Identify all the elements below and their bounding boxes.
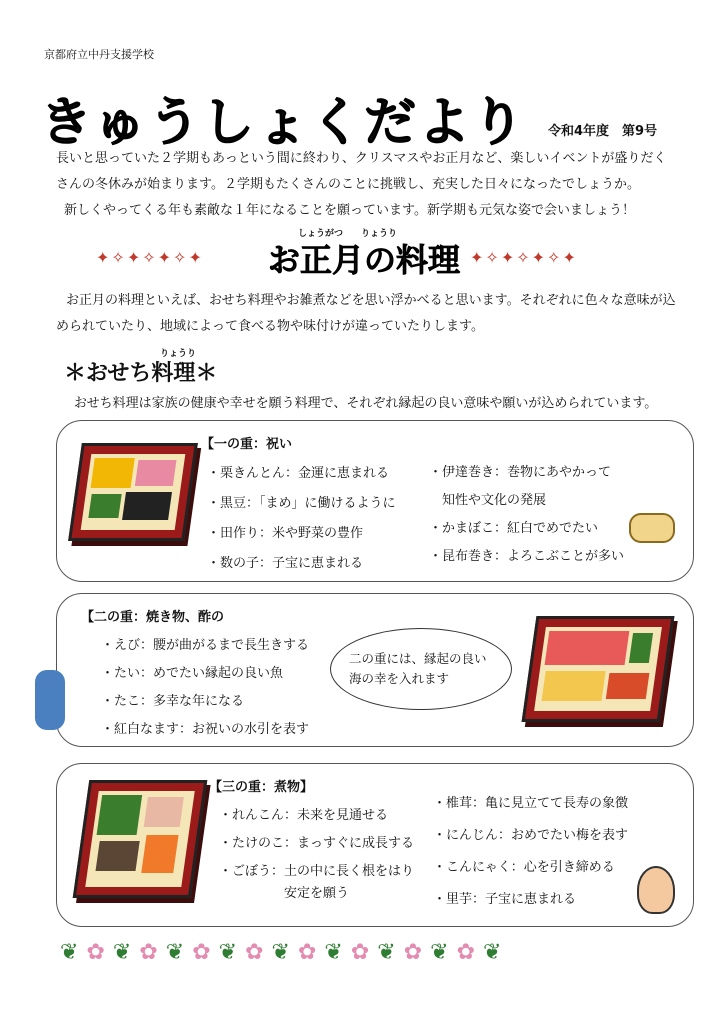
tier-items-left [207, 459, 396, 579]
kamaboko-icon [629, 513, 675, 543]
bubble-line: 二の重には、縁起の良い [349, 651, 487, 666]
list-item: ・黒豆：「まめ」に働けるように [207, 496, 396, 511]
intro-line: 長いと思っていた２学期もあっという間に終わり、クリスマスやお正月など、楽しいイベントが盛りだく [56, 151, 667, 166]
bubble-line: 海の幸を入れます [349, 671, 450, 686]
tier-items [101, 632, 309, 744]
list-item: ・たけのこ：まっすぐに成長する [219, 836, 415, 851]
list-item: ・里芋：子宝に恵まれる [433, 892, 577, 907]
intro-paragraph [56, 146, 686, 224]
list-item: ・紅白なます：お祝いの水引を表す [101, 722, 310, 737]
list-item: ・にんじん：おめでたい梅を表す [433, 828, 629, 843]
school-name: 京都府立中丹支援学校 [44, 48, 154, 61]
first-tier-box [56, 420, 694, 582]
tier-items-right [429, 459, 624, 571]
list-item: ・こんにゃく：心を引き締める [433, 860, 615, 875]
section-paragraph [56, 288, 686, 340]
list-item: ・ごぼう：土の中に長く根をはり [219, 864, 415, 879]
flower-decoration-icon: ❦✿❦✿❦✿❦✿❦✿❦✿❦✿❦✿❦ [60, 940, 510, 965]
section-line: お正月の料理といえば、おせち料理やお雑煮などを思い浮かべると思います。それぞれに色々な意味が込 [66, 293, 676, 308]
tier-heading: 【三の重：煮物】 [209, 780, 314, 795]
section-line: められていたり、地域によって食べる物や味付けが違っていたりします。 [56, 319, 484, 334]
tier-heading: 【一の重：祝い [201, 437, 293, 452]
osechi-heading: ＊おせち料理＊ [64, 361, 218, 386]
list-item: 安定を願う [219, 886, 350, 901]
list-item: ・椎茸：亀に見立てて長寿の象徴 [433, 796, 629, 811]
intro-line: 新しくやってくる年も素敵な１年になることを願っています。新学期も元気な姿で会いましょう！ [64, 203, 635, 218]
list-item: ・昆布巻き：よろこぶことが多い [429, 549, 625, 564]
list-item: 知性や文化の発展 [429, 493, 547, 508]
list-item: ・えび：腰が曲がるまで長生きする [101, 638, 310, 653]
child-character-icon [637, 866, 675, 914]
list-item: ・たこ：多幸な年になる [101, 694, 245, 709]
intro-line: さんの冬休みが始まります。２学期もたくさんのことに挑戦し、充実した日々になったでしょうか。 [56, 177, 640, 192]
bento-box-icon [73, 780, 208, 898]
list-item: ・れんこん：未来を見通せる [219, 808, 389, 823]
speech-bubble [330, 628, 512, 710]
tier-items-right [433, 788, 628, 916]
newsletter-title: きゅうしょくだより [40, 93, 527, 153]
decoration-left-icon: ✦✧✦✧✦✧✦ [96, 248, 204, 267]
tier-heading: 【二の重：焼き物、酢の [81, 610, 225, 625]
osechi-paragraph: おせち料理は家族の健康や幸せを願う料理で、それぞれ縁起の良い意味や願いが込められています。 [74, 396, 658, 411]
fish-character-icon [35, 670, 65, 730]
bento-box-icon [68, 443, 198, 541]
list-item: ・伊達巻き：巻物にあやかって [429, 465, 612, 480]
osechi-ruby: りょうり [160, 349, 197, 359]
section-heading: お正月の料理 [268, 241, 461, 279]
heading-ruby: しょうがつ りょうり [298, 229, 398, 239]
list-item: ・田作り：米や野菜の豊作 [207, 526, 364, 541]
list-item: ・かまぼこ：紅白でめでたい [429, 521, 599, 536]
decoration-right-icon: ✦✧✦✧✦✧✦ [470, 248, 578, 267]
list-item: ・数の子：子宝に恵まれる [207, 556, 364, 571]
tier-items-left [219, 802, 414, 902]
third-tier-box [56, 763, 694, 927]
list-item: ・栗きんとん：金運に恵まれる [207, 466, 390, 481]
issue-number: 令和4年度 第9号 [548, 124, 658, 139]
bento-box-icon [522, 616, 675, 722]
list-item: ・たい：めでたい縁起の良い魚 [101, 666, 284, 681]
